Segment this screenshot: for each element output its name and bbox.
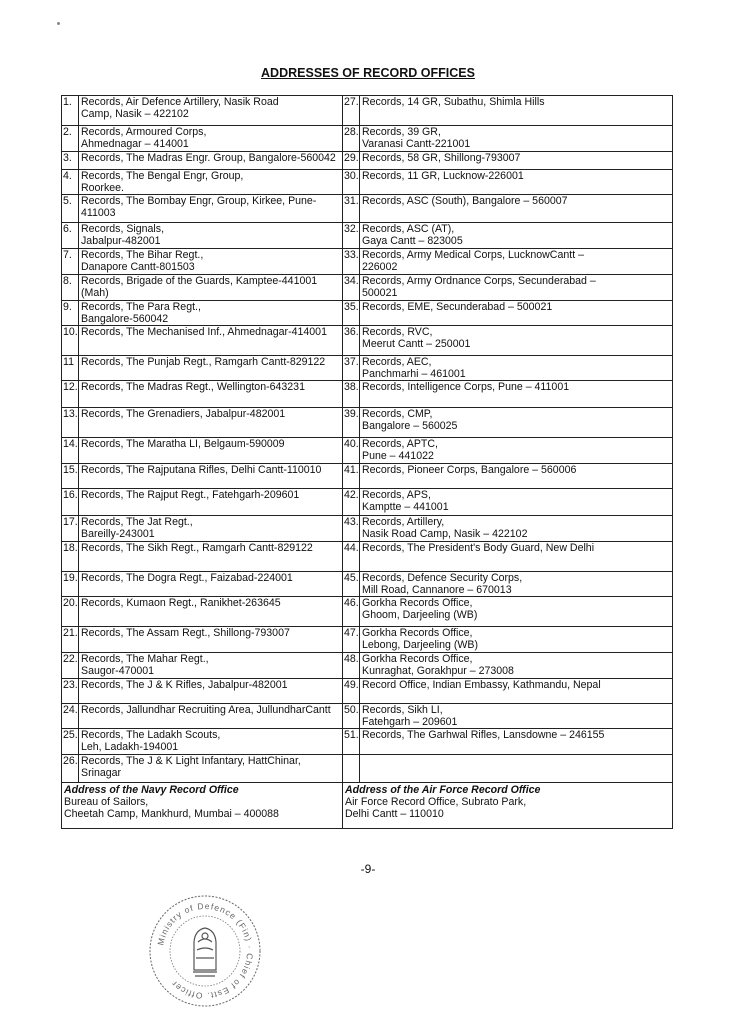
navy-record-office: [62, 783, 343, 829]
address-cell-left: [79, 516, 343, 542]
address-cell-left: [79, 627, 343, 653]
navy-address: Bureau of Sailors, Cheetah Camp, Mankhurd, Mumbai – 400088: [64, 796, 279, 820]
number-cell-right: [343, 96, 360, 126]
number-cell-left: [62, 249, 79, 275]
entry-address-left: Records, The Rajput Regt., Fatehgarh-209601: [81, 489, 300, 501]
ministry-seal-stamp: [146, 892, 264, 1010]
address-cell-left: [79, 755, 343, 783]
table-row: [62, 542, 673, 572]
number-cell-left: [62, 729, 79, 755]
number-cell-right: [343, 275, 360, 301]
address-cell-left: [79, 381, 343, 408]
entry-number-left: 18.: [63, 542, 78, 554]
address-cell-left: [79, 223, 343, 249]
table-row: [62, 356, 673, 381]
number-cell-right: [343, 356, 360, 381]
address-cell-right: [360, 489, 673, 516]
entry-address-left: Records, The Mechanised Inf., Ahmednagar-414001: [81, 326, 327, 338]
entry-address-right: Records, 11 GR, Lucknow-226001: [362, 170, 524, 182]
number-cell-left: [62, 597, 79, 627]
entry-number-left: 22.: [63, 653, 78, 665]
entry-address-left: Records, The Bengal Engr, Group, Roorkee.: [81, 170, 244, 194]
number-cell-left: [62, 408, 79, 438]
scan-speck: [57, 22, 60, 25]
address-cell-right: [360, 275, 673, 301]
entry-address-left: Records, The Grenadiers, Jabalpur-482001: [81, 408, 286, 420]
entry-number-left: 19.: [63, 572, 78, 584]
entry-address-right: Gorkha Records Office, Ghoom, Darjeeling (WB): [362, 597, 478, 621]
entry-address-left: Records, The Sikh Regt., Ramgarh Cantt-829122: [81, 542, 313, 554]
table-row: [62, 408, 673, 438]
entry-number-left: 9.: [63, 301, 72, 313]
table-row: [62, 438, 673, 464]
address-cell-right: [360, 653, 673, 679]
entry-number-left: 26.: [63, 755, 78, 767]
address-cell-right: [360, 126, 673, 152]
number-cell-right: [343, 195, 360, 223]
address-cell-left: [79, 489, 343, 516]
entry-address-right: Records, Artillery, Nasik Road Camp, Nasik – 422102: [362, 516, 528, 540]
number-cell-left: [62, 126, 79, 152]
number-cell-left: [62, 438, 79, 464]
entry-number-left: 8.: [63, 275, 72, 287]
entry-number-right: 33.: [344, 249, 359, 261]
number-cell-right: [343, 542, 360, 572]
address-cell-left: [79, 464, 343, 489]
entry-number-right: 49.: [344, 679, 359, 691]
number-cell-left: [62, 679, 79, 704]
table-row: [62, 195, 673, 223]
entry-number-left: 3.: [63, 152, 72, 164]
number-cell-right: [343, 438, 360, 464]
entry-number-right: 51.: [344, 729, 359, 741]
table-row: [62, 301, 673, 326]
address-cell-left: [79, 438, 343, 464]
entry-number-left: 11: [63, 356, 74, 368]
number-cell-left: [62, 96, 79, 126]
number-cell-right: [343, 729, 360, 755]
entry-address-right: Records, Sikh LI, Fatehgarh – 209601: [362, 704, 458, 728]
entry-address-right: Records, CMP, Bangalore – 560025: [362, 408, 458, 432]
address-cell-right: [360, 597, 673, 627]
address-cell-right: [360, 627, 673, 653]
address-cell-right: [360, 170, 673, 195]
entry-address-left: Records, Air Defence Artillery, Nasik Road Camp, Nasik – 422102: [81, 96, 279, 120]
svg-text:Ministry of Defence (Fin) · Ch: Ministry of Defence (Fin) · Chief of Estt. Officer: [155, 900, 256, 1002]
address-cell-left: [79, 326, 343, 356]
number-cell-right: [343, 704, 360, 729]
table-row: [62, 729, 673, 755]
address-cell-right: [360, 755, 673, 783]
address-cell-right: [360, 195, 673, 223]
table-row: [62, 653, 673, 679]
address-cell-left: [79, 679, 343, 704]
address-cell-left: [79, 597, 343, 627]
airforce-record-office: [343, 783, 673, 829]
entry-number-right: 43.: [344, 516, 359, 528]
entry-number-left: 15.: [63, 464, 78, 476]
number-cell-right: [343, 516, 360, 542]
entry-address-left: Records, Armoured Corps, Ahmednagar – 414001: [81, 126, 207, 150]
table-row: [62, 572, 673, 597]
address-cell-right: [360, 326, 673, 356]
entry-number-right: 34.: [344, 275, 359, 287]
address-cell-left: [79, 96, 343, 126]
entry-address-right: Records, EME, Secunderabad – 500021: [362, 301, 553, 313]
number-cell-left: [62, 627, 79, 653]
entry-number-left: 5.: [63, 195, 72, 207]
entry-number-left: 4.: [63, 170, 72, 182]
entry-address-right: Gorkha Records Office, Kunraghat, Gorakhpur – 273008: [362, 653, 514, 677]
number-cell-left: [62, 356, 79, 381]
number-cell-left: [62, 301, 79, 326]
address-cell-right: [360, 542, 673, 572]
entry-address-right: Records, Pioneer Corps, Bangalore – 560006: [362, 464, 577, 476]
number-cell-right: [343, 755, 360, 783]
table-row: [62, 170, 673, 195]
number-cell-left: [62, 381, 79, 408]
number-cell-left: [62, 704, 79, 729]
entry-number-right: 37.: [344, 356, 359, 368]
table-row: [62, 96, 673, 126]
entry-address-right: Records, Army Medical Corps, LucknowCantt – 226002: [362, 249, 584, 273]
table-row: [62, 704, 673, 729]
entry-number-left: 17.: [63, 516, 78, 528]
address-cell-left: [79, 126, 343, 152]
entry-address-left: Records, The Rajputana Rifles, Delhi Cantt-110010: [81, 464, 322, 476]
entry-address-right: Records, 14 GR, Subathu, Shimla Hills: [362, 96, 545, 108]
airforce-heading: Address of the Air Force Record Office: [345, 784, 541, 796]
address-cell-right: [360, 572, 673, 597]
table-row: [62, 326, 673, 356]
entry-number-right: 39.: [344, 408, 359, 420]
number-cell-left: [62, 489, 79, 516]
number-cell-left: [62, 542, 79, 572]
entry-address-right: Records, The President's Body Guard, New Delhi: [362, 542, 595, 554]
number-cell-right: [343, 653, 360, 679]
number-cell-right: [343, 381, 360, 408]
entry-number-left: 12.: [63, 381, 78, 393]
number-cell-right: [343, 126, 360, 152]
number-cell-right: [343, 326, 360, 356]
table-row: [62, 627, 673, 653]
address-cell-left: [79, 408, 343, 438]
table-row: [62, 516, 673, 542]
number-cell-right: [343, 223, 360, 249]
entry-number-left: 25.: [63, 729, 78, 741]
entry-number-right: 30.: [344, 170, 359, 182]
entry-address-left: Records, The Punjab Regt., Ramgarh Cantt-829122: [81, 356, 326, 368]
address-cell-right: [360, 438, 673, 464]
table-row: [62, 152, 673, 170]
number-cell-left: [62, 516, 79, 542]
address-cell-right: [360, 223, 673, 249]
address-cell-right: [360, 249, 673, 275]
number-cell-right: [343, 572, 360, 597]
number-cell-left: [62, 572, 79, 597]
entry-number-right: 45.: [344, 572, 359, 584]
address-cell-right: [360, 381, 673, 408]
entry-address-left: Records, The Bombay Engr, Group, Kirkee, Pune- 411003: [81, 195, 317, 219]
number-cell-left: [62, 653, 79, 679]
entry-number-right: 32.: [344, 223, 359, 235]
number-cell-right: [343, 679, 360, 704]
entry-address-left: Records, The Madras Engr. Group, Bangalore-560042: [81, 152, 336, 164]
entry-number-right: 35.: [344, 301, 359, 313]
table-row: [62, 223, 673, 249]
entry-address-left: Records, Jallundhar Recruiting Area, JullundharCantt: [81, 704, 331, 716]
address-cell-right: [360, 408, 673, 438]
number-cell-left: [62, 464, 79, 489]
number-cell-right: [343, 408, 360, 438]
address-cell-right: [360, 356, 673, 381]
entry-address-right: Records, Intelligence Corps, Pune – 411001: [362, 381, 570, 393]
entry-number-right: 27.: [344, 96, 359, 108]
footer-row: [62, 783, 673, 829]
number-cell-right: [343, 301, 360, 326]
entry-number-right: 28.: [344, 126, 359, 138]
table-row: [62, 249, 673, 275]
entry-address-left: Records, The Para Regt., Bangalore-560042: [81, 301, 201, 325]
entry-address-left: Records, The Madras Regt., Wellington-643231: [81, 381, 305, 393]
address-cell-left: [79, 152, 343, 170]
entry-number-left: 14.: [63, 438, 78, 450]
page-number: -9-: [360, 862, 376, 876]
entry-number-right: 40.: [344, 438, 359, 450]
entry-number-right: 38.: [344, 381, 359, 393]
entry-address-left: Records, Kumaon Regt., Ranikhet-263645: [81, 597, 281, 609]
entry-number-right: 41.: [344, 464, 359, 476]
entry-address-left: Records, The Ladakh Scouts, Leh, Ladakh-194001: [81, 729, 221, 753]
address-cell-left: [79, 301, 343, 326]
number-cell-right: [343, 170, 360, 195]
record-offices-table: [61, 95, 673, 829]
table-row: [62, 679, 673, 704]
entry-number-right: 47.: [344, 627, 359, 639]
table-row: [62, 275, 673, 301]
entry-address-left: Records, The Mahar Regt., Saugor-470001: [81, 653, 209, 677]
entry-address-right: Records, AEC, Panchmarhi – 461001: [362, 356, 466, 380]
number-cell-left: [62, 152, 79, 170]
address-cell-right: [360, 704, 673, 729]
address-cell-left: [79, 356, 343, 381]
number-cell-right: [343, 489, 360, 516]
entry-address-right: Gorkha Records Office, Lebong, Darjeeling (WB): [362, 627, 478, 651]
address-cell-right: [360, 516, 673, 542]
entry-number-right: 42.: [344, 489, 359, 501]
entry-address-left: Records, The Maratha LI, Belgaum-590009: [81, 438, 285, 450]
entry-number-right: 48.: [344, 653, 359, 665]
entry-number-left: 20.: [63, 597, 78, 609]
address-cell-right: [360, 152, 673, 170]
entry-number-left: 21.: [63, 627, 78, 639]
number-cell-left: [62, 275, 79, 301]
entry-address-left: Records, The Bihar Regt., Danapore Cantt-801503: [81, 249, 204, 273]
entry-number-right: 36.: [344, 326, 359, 338]
number-cell-left: [62, 195, 79, 223]
emblem-icon: [193, 928, 217, 976]
entry-address-right: Records, ASC (AT), Gaya Cantt – 823005: [362, 223, 463, 247]
entry-address-left: Records, Signals, Jabalpur-482001: [81, 223, 165, 247]
number-cell-right: [343, 597, 360, 627]
address-cell-right: [360, 729, 673, 755]
entry-number-left: 2.: [63, 126, 72, 138]
table-row: [62, 464, 673, 489]
entry-address-left: Records, The Assam Regt., Shillong-793007: [81, 627, 290, 639]
address-cell-left: [79, 275, 343, 301]
entry-number-right: 44.: [344, 542, 359, 554]
entry-address-left: Records, The Dogra Regt., Faizabad-224001: [81, 572, 293, 584]
entry-address-right: Records, Army Ordnance Corps, Secunderabad – 500021: [362, 275, 596, 299]
entry-number-left: 1.: [63, 96, 72, 108]
table-row: [62, 597, 673, 627]
address-cell-right: [360, 679, 673, 704]
table-row: [62, 755, 673, 783]
entry-number-right: 46.: [344, 597, 359, 609]
page-title: ADDRESSES OF RECORD OFFICES: [261, 66, 475, 80]
address-cell-left: [79, 572, 343, 597]
entry-number-left: 10.: [63, 326, 78, 338]
entry-number-right: 29.: [344, 152, 359, 164]
entry-address-left: Records, The Jat Regt., Bareilly-243001: [81, 516, 193, 540]
entry-address-right: Records, RVC, Meerut Cantt – 250001: [362, 326, 471, 350]
address-cell-left: [79, 249, 343, 275]
entry-address-left: Records, Brigade of the Guards, Kamptee-441001 (Mah): [81, 275, 318, 299]
entry-number-left: 13.: [63, 408, 78, 420]
entry-number-left: 7.: [63, 249, 72, 261]
address-cell-left: [79, 170, 343, 195]
number-cell-right: [343, 464, 360, 489]
entry-address-left: Records, The J & K Light Infantary, HattChinar, Srinagar: [81, 755, 301, 779]
entry-number-left: 6.: [63, 223, 72, 235]
entry-address-right: Record Office, Indian Embassy, Kathmandu, Nepal: [362, 679, 601, 691]
entry-address-left: Records, The J & K Rifles, Jabalpur-482001: [81, 679, 288, 691]
entry-number-right: 31.: [344, 195, 359, 207]
entry-address-right: Records, 58 GR, Shillong-793007: [362, 152, 521, 164]
entry-address-right: Records, APTC, Pune – 441022: [362, 438, 438, 462]
number-cell-left: [62, 755, 79, 783]
entry-number-left: 23.: [63, 679, 78, 691]
number-cell-left: [62, 170, 79, 195]
address-cell-left: [79, 195, 343, 223]
entry-address-right: Records, Defence Security Corps, Mill Road, Cannanore – 670013: [362, 572, 523, 596]
table-row: [62, 381, 673, 408]
address-cell-right: [360, 96, 673, 126]
address-cell-right: [360, 301, 673, 326]
number-cell-right: [343, 249, 360, 275]
number-cell-left: [62, 223, 79, 249]
entry-address-right: Records, ASC (South), Bangalore – 560007: [362, 195, 568, 207]
address-cell-right: [360, 464, 673, 489]
address-cell-left: [79, 729, 343, 755]
navy-heading: Address of the Navy Record Office: [64, 784, 239, 796]
entry-number-right: 50.: [344, 704, 359, 716]
address-cell-left: [79, 542, 343, 572]
entry-number-left: 16.: [63, 489, 78, 501]
number-cell-right: [343, 152, 360, 170]
number-cell-right: [343, 627, 360, 653]
number-cell-left: [62, 326, 79, 356]
address-cell-left: [79, 653, 343, 679]
table-row: [62, 126, 673, 152]
entry-address-right: Records, APS, Kamptte – 441001: [362, 489, 449, 513]
entry-address-right: Records, 39 GR, Varanasi Cantt-221001: [362, 126, 471, 150]
airforce-address: Air Force Record Office, Subrato Park, Delhi Cantt – 110010: [345, 796, 527, 820]
address-cell-left: [79, 704, 343, 729]
entry-address-right: Records, The Garhwal Rifles, Lansdowne – 246155: [362, 729, 605, 741]
entry-number-left: 24.: [63, 704, 78, 716]
table-row: [62, 489, 673, 516]
